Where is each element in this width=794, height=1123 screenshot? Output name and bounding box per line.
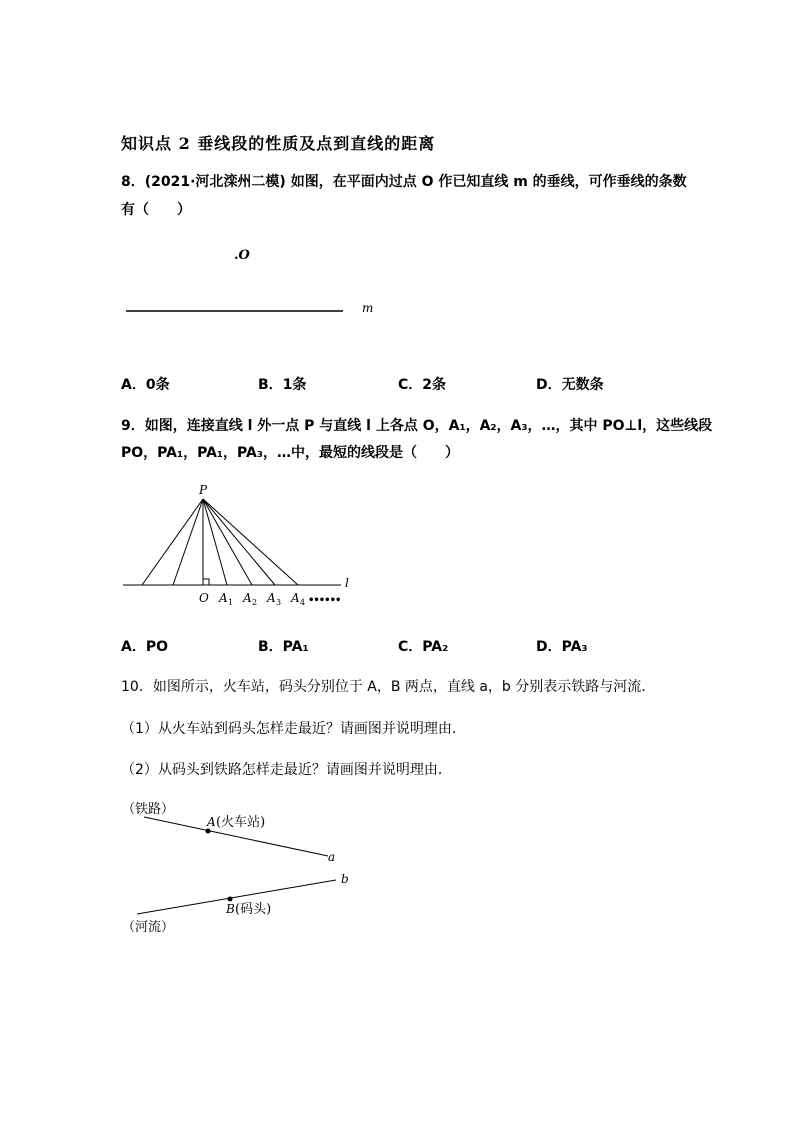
q8-stem-line1: 8．(2021·河北滦州二模) 如图，在平面内过点 O 作已知直线 m 的垂线，可作垂线的条数 [121, 174, 687, 190]
segment-left-2 [173, 499, 203, 585]
line-m-label: m [362, 301, 374, 315]
point-a-label: A [207, 815, 216, 829]
q9-option-b: B．PA₁ [258, 639, 309, 655]
point-b-label: B [226, 902, 235, 916]
segment-pa4 [203, 499, 298, 585]
q8-option-d: D．无数条 [536, 377, 604, 393]
q9-option-c: C．PA₂ [398, 639, 449, 655]
q10-subquestion-1: （1）从火车站到码头怎样走最近？请画图并说明理由． [121, 721, 466, 737]
q9-option-a: A．PO [121, 639, 168, 655]
point-b [228, 897, 233, 902]
line-a-label: a [328, 850, 336, 864]
railway-label: （铁路） [122, 802, 175, 817]
q8-option-b: B．1条 [258, 377, 307, 393]
point-a-name: (火车站) [216, 815, 266, 830]
label-a3: A [267, 591, 276, 605]
segment-pa3 [203, 499, 275, 585]
line-b-label: b [341, 872, 349, 886]
q9-stem-line2: PO，PA₁，PA₁，PA₃，…中，最短的线段是（ ） [121, 445, 459, 461]
segment-pa2 [203, 499, 252, 585]
label-a1-sub: 1 [228, 598, 234, 607]
label-a4: A [291, 591, 300, 605]
segment-pa1 [203, 499, 227, 585]
q10-subquestion-2: （2）从码头到铁路怎样走最近？请画图并说明理由． [121, 762, 452, 778]
q9-option-d: D．PA₃ [536, 639, 588, 655]
label-o: O [199, 591, 209, 605]
label-p: P [199, 483, 208, 497]
label-a2-sub: 2 [252, 598, 258, 607]
point-a [206, 829, 211, 834]
q10-stem: 10．如图所示，火车站，码头分别位于 A，B 两点，直线 a，b 分别表示铁路与河流． [121, 679, 656, 695]
q8-option-c: C．2条 [398, 377, 447, 393]
right-angle-mark [203, 579, 209, 585]
q8-option-a: A．0条 [121, 377, 170, 393]
label-a3-sub: 3 [276, 598, 282, 607]
label-l: l [345, 576, 349, 590]
q10-figure [110, 790, 370, 940]
q8-stem-line2: 有（ ） [121, 202, 191, 218]
q9-figure [115, 478, 365, 613]
label-a4-sub: 4 [300, 598, 306, 607]
label-a1: A [219, 591, 228, 605]
q8-figure [110, 240, 400, 330]
continuation-dots: •••••• [308, 595, 341, 606]
segment-left-1 [142, 499, 203, 585]
point-b-name: (码头) [235, 902, 272, 917]
section-heading: 知识点 2 垂线段的性质及点到直线的距离 [121, 134, 436, 153]
river-label: （河流） [122, 920, 175, 935]
label-a2: A [243, 591, 252, 605]
point-o-label: .O [234, 248, 250, 263]
q9-stem-line1: 9．如图，连接直线 l 外一点 P 与直线 l 上各点 O，A₁，A₂，A₃，…，其中 PO⊥l，这些线段 [121, 418, 713, 434]
